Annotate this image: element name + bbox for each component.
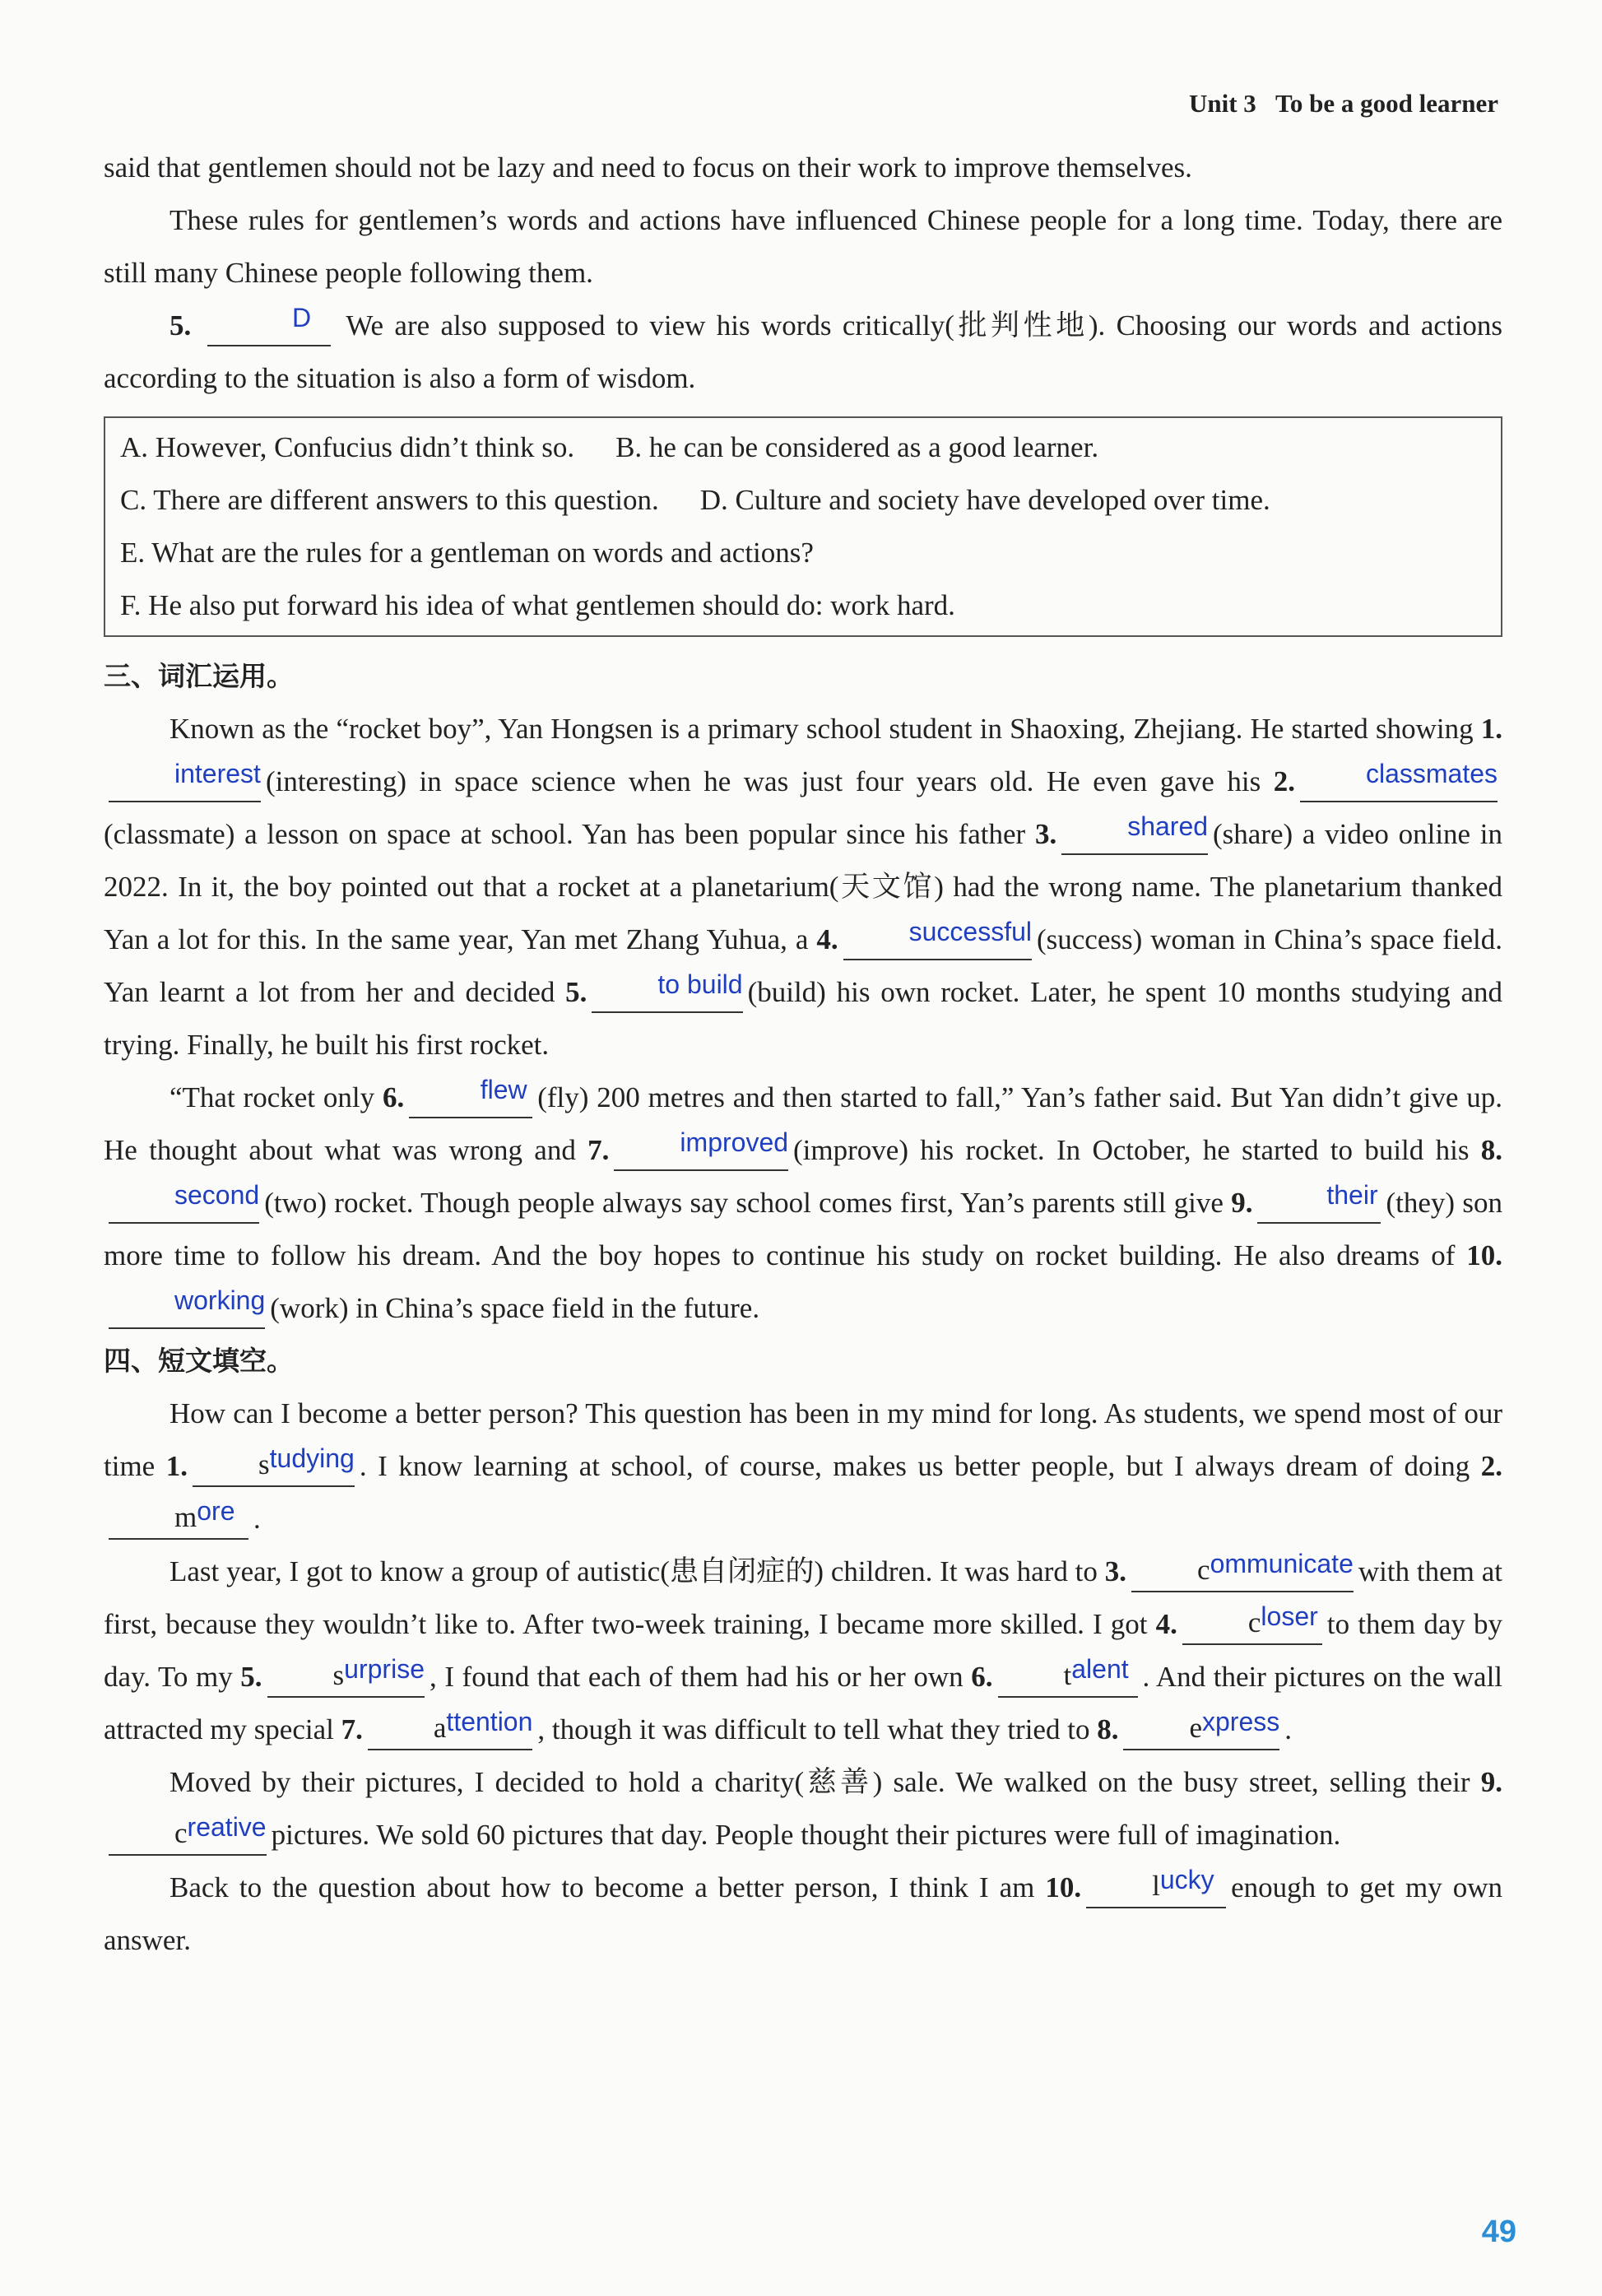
given-letter: t xyxy=(1063,1659,1072,1691)
passage-text: . xyxy=(1284,1713,1292,1745)
passage-text: How can I become a better person? This question has been in my mind for long. As students, we spend most of our time xyxy=(104,1397,1502,1482)
reading-paragraph-2: These rules for gentlemen’s words and actions have influenced Chinese people for a long time. Today, there are still many Chinese people following them. xyxy=(104,204,1502,289)
handwritten-answer: second xyxy=(174,1180,260,1210)
answer-blank-8[interactable] xyxy=(109,1180,260,1224)
question-number: 1. xyxy=(1480,713,1503,745)
section-4-paragraph-2 xyxy=(104,1545,1502,1756)
option-c: C. There are different answers to this question. xyxy=(120,484,659,516)
answer-blank-3[interactable] xyxy=(1131,1549,1354,1592)
given-letter: e xyxy=(1189,1712,1202,1744)
passage-text: (interesting) in space science when he was just four years old. He even gave his xyxy=(265,765,1261,797)
passage-text: (work) in China’s space field in the future. xyxy=(270,1292,760,1324)
question-number: 2. xyxy=(1480,1450,1503,1482)
option-b: B. he can be considered as a good learner. xyxy=(615,431,1099,463)
given-letter: s xyxy=(258,1448,270,1480)
passage-text: pictures. We sold 60 pictures that day. People thought their pictures were full of imagination. xyxy=(271,1819,1341,1851)
handwritten-answer: ucky xyxy=(1159,1865,1214,1894)
section-4-paragraph-4 xyxy=(104,1861,1502,1967)
reading-paragraph-1: said that gentlemen should not be lazy and need to focus on their work to improve themselves. xyxy=(104,151,1192,184)
passage-text: (they) son more time to follow his dream. And the boy hopes to continue his study on rocket building. He also dreams of xyxy=(104,1187,1502,1271)
reading-question-5 xyxy=(104,300,1502,405)
passage-text: Back to the question about how to become a better person, I think I am xyxy=(169,1871,1035,1903)
answer-blank-1[interactable] xyxy=(109,759,261,802)
handwritten-answer: working xyxy=(174,1285,266,1315)
handwritten-answer: ore xyxy=(197,1496,235,1526)
passage-text: (build) his own rocket. Later, he spent 10 months studying and trying. Finally, he built his first rocket. xyxy=(104,976,1503,1061)
question-number: 8. xyxy=(1480,1134,1503,1166)
option-f: F. He also put forward his idea of what gentlemen should do: work hard. xyxy=(120,589,955,621)
answer-blank-3[interactable] xyxy=(1061,811,1209,855)
question-number: 5. xyxy=(240,1661,262,1693)
question-number: 6. xyxy=(971,1661,993,1693)
page-content xyxy=(104,142,1502,1967)
handwritten-answer: tudying xyxy=(269,1443,355,1473)
question-number: 5. xyxy=(565,976,587,1008)
question-number: 8. xyxy=(1097,1713,1119,1745)
page-header xyxy=(1189,89,1498,119)
handwritten-answer: ommunicate xyxy=(1210,1549,1354,1578)
handwritten-answer: shared xyxy=(1127,811,1209,841)
question-number: 2. xyxy=(1273,765,1295,797)
handwritten-answer: ttention xyxy=(446,1707,533,1736)
passage-text: (improve) his rocket. In October, he started to build his xyxy=(793,1134,1470,1166)
option-d: D. Culture and society have developed over time. xyxy=(699,484,1270,516)
question-number: 7. xyxy=(587,1134,610,1166)
passage-text: (success) woman in China’s space field. Yan learnt a lot from her and decided xyxy=(104,923,1502,1008)
question-number: 7. xyxy=(341,1713,363,1745)
answer-blank-8[interactable] xyxy=(1123,1707,1280,1750)
answer-blank-9[interactable] xyxy=(1257,1180,1381,1224)
passage-text: Known as the “rocket boy”, Yan Hongsen is a primary school student in Shaoxing, Zhejiang. He started showing xyxy=(169,713,1474,745)
answer-blank-2[interactable] xyxy=(109,1496,248,1540)
question-number: 6. xyxy=(382,1081,405,1113)
option-a: A. However, Confucius didn’t think so. xyxy=(120,431,575,463)
answer-blank-7[interactable] xyxy=(614,1127,789,1171)
answer-blank-1[interactable] xyxy=(193,1443,355,1487)
unit-label: Unit 3 xyxy=(1188,89,1256,118)
answer-blank-6[interactable] xyxy=(409,1075,532,1118)
question-number: 9. xyxy=(1231,1187,1253,1219)
handwritten-answer: interest xyxy=(174,759,261,788)
handwritten-answer: xpress xyxy=(1202,1707,1280,1736)
answer-blank-9[interactable] xyxy=(109,1812,267,1856)
passage-text: (two) rocket. Though people always say school comes first, Yan’s parents still give xyxy=(264,1187,1224,1219)
question-number: 4. xyxy=(1155,1608,1177,1640)
question-number: 3. xyxy=(1034,818,1057,850)
handwritten-answer: successful xyxy=(908,917,1032,946)
given-letter: a xyxy=(433,1712,447,1744)
options-box xyxy=(104,416,1502,637)
answer-blank[interactable] xyxy=(207,303,331,346)
answer-blank-5[interactable] xyxy=(267,1654,425,1698)
handwritten-answer: their xyxy=(1326,1180,1378,1210)
question-number: 5. xyxy=(169,309,192,342)
handwritten-answer: D xyxy=(292,303,312,332)
section-3-paragraph-2 xyxy=(104,1071,1502,1335)
section-3-paragraph-1 xyxy=(104,703,1502,1071)
passage-text: (fly) 200 metres and then started to fall,” Yan’s father said. But Yan didn’t give up. He thought about what was wrong and xyxy=(104,1081,1502,1166)
handwritten-answer: flew xyxy=(480,1075,527,1104)
passage-text: . I know learning at school, of course, makes us better people, but I always dream of doing xyxy=(359,1450,1470,1482)
passage-text: Moved by their pictures, I decided to hold a charity(慈善) sale. We walked on the busy street, selling their xyxy=(169,1766,1470,1798)
handwritten-answer: loser xyxy=(1261,1601,1318,1631)
given-letter: s xyxy=(332,1659,345,1691)
question-number: 4. xyxy=(816,923,838,955)
handwritten-answer: alent xyxy=(1071,1654,1129,1684)
passage-text: Last year, I got to know a group of autistic(患自闭症的) children. It was hard to xyxy=(169,1555,1098,1587)
handwritten-answer: reative xyxy=(187,1812,267,1842)
passage-text: . xyxy=(253,1503,261,1535)
passage-text: . And their pictures on the wall attracted my special xyxy=(104,1661,1503,1745)
answer-blank-10[interactable] xyxy=(1086,1865,1226,1908)
section-3-title: 三、词汇运用。 xyxy=(104,660,294,692)
answer-blank-4[interactable] xyxy=(1182,1601,1322,1645)
passage-text: with them at first, because they wouldn’t like to. After two-week training, I became more skilled. I got xyxy=(104,1555,1503,1640)
section-4-paragraph-1 xyxy=(104,1387,1502,1545)
answer-blank-6[interactable] xyxy=(998,1654,1138,1698)
passage-text: to them day by day. To my xyxy=(104,1608,1502,1693)
handwritten-answer: to build xyxy=(657,969,743,999)
passage-text: , though it was difficult to tell what they tried to xyxy=(537,1713,1090,1745)
question-number: 10. xyxy=(1045,1871,1082,1903)
question-text: We are also supposed to view his words critically(批判性地). Choosing our words and actions according to the situation is also a form of wisdom. xyxy=(104,309,1503,394)
question-number: 10. xyxy=(1466,1239,1503,1271)
passage-text: “That rocket only xyxy=(169,1081,375,1113)
given-letter: c xyxy=(1247,1606,1261,1638)
unit-title: To be a good learner xyxy=(1275,89,1498,118)
section-4-paragraph-3 xyxy=(104,1756,1502,1861)
given-letter: m xyxy=(174,1501,197,1533)
answer-blank-5[interactable] xyxy=(592,969,743,1013)
passage-text: , I found that each of them had his or her own xyxy=(429,1661,964,1693)
page-number: 49 xyxy=(1481,2215,1516,2249)
answer-blank-2[interactable] xyxy=(1300,759,1498,802)
passage-text: enough to get my own answer. xyxy=(104,1871,1502,1956)
given-letter: l xyxy=(1152,1870,1160,1902)
handwritten-answer: improved xyxy=(680,1127,789,1157)
answer-blank-4[interactable] xyxy=(843,917,1032,960)
question-number: 3. xyxy=(1104,1555,1127,1587)
option-e: E. What are the rules for a gentleman on words and actions? xyxy=(120,537,814,569)
section-4-title: 四、短文填空。 xyxy=(104,1345,294,1377)
answer-blank-7[interactable] xyxy=(368,1707,533,1750)
handwritten-answer: urprise xyxy=(344,1654,425,1684)
given-letter: c xyxy=(174,1817,188,1849)
handwritten-answer: classmates xyxy=(1365,759,1498,788)
question-number: 9. xyxy=(1480,1766,1503,1798)
passage-text: (share) a video online in 2022. In it, the boy pointed out that a rocket at a planetarium(天文馆) had the wrong name. The planetarium thanked Yan a lot for this. In the same year, Yan met Zhang Yuhua, a xyxy=(104,818,1503,955)
question-number: 1. xyxy=(165,1450,188,1482)
given-letter: c xyxy=(1197,1554,1210,1586)
passage-text: (classmate) a lesson on space at school. Yan has been popular since his father xyxy=(104,818,1026,850)
answer-blank-10[interactable] xyxy=(109,1285,266,1329)
